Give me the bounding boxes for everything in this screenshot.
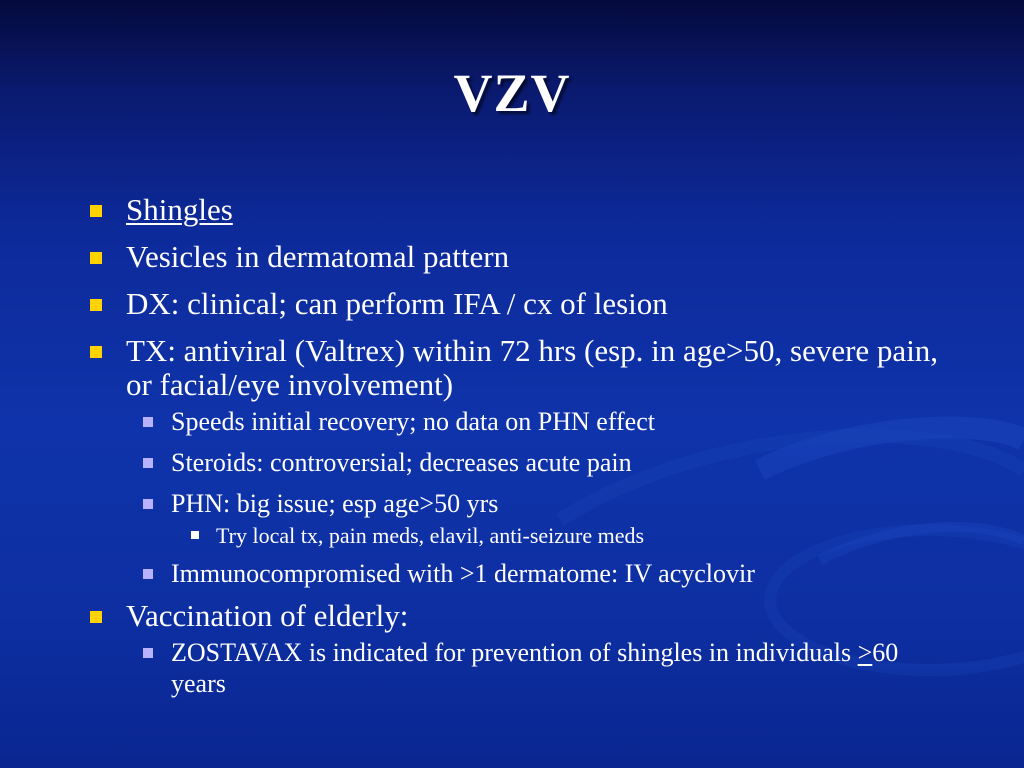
yellow-square-bullet-icon	[90, 611, 102, 623]
lavender-square-bullet-icon	[143, 648, 153, 658]
bullet-text: TX: antiviral (Valtrex) within 72 hrs (esp. in age>50, severe pain, or facial/eye involvement)	[126, 333, 939, 402]
zostavax-text-after: 60 years	[171, 638, 899, 698]
bullet-tx	[0, 334, 1024, 402]
yellow-square-bullet-icon	[90, 252, 102, 264]
sub-bullet-text: Speeds initial recovery; no data on PHN effect	[171, 407, 655, 436]
yellow-square-bullet-icon	[90, 346, 102, 358]
bullet-text: DX: clinical; can perform IFA / cx of lesion	[126, 286, 668, 321]
zostavax-greater-symbol: >	[857, 638, 873, 667]
lavender-square-bullet-icon	[143, 569, 153, 579]
lavender-square-bullet-icon	[143, 458, 153, 468]
slide-body	[0, 193, 1024, 709]
sub-bullet-zostavax	[0, 637, 1024, 699]
bullet-shingles	[0, 193, 1024, 227]
bullet-text[interactable]: Shingles	[126, 192, 233, 227]
sub-bullet-immunocompromised	[0, 558, 1024, 589]
yellow-square-bullet-icon	[90, 299, 102, 311]
bullet-text: Vaccination of elderly:	[126, 598, 409, 633]
sub-bullet-text: Immunocompromised with >1 dermatome: IV acyclovir	[171, 559, 755, 588]
sub-bullet-text: Steroids: controversial; decreases acute pain	[171, 448, 632, 477]
yellow-square-bullet-icon	[90, 205, 102, 217]
slide-title: VZV	[453, 63, 571, 123]
lavender-square-bullet-icon	[143, 499, 153, 509]
lavender-square-bullet-icon	[143, 417, 153, 427]
sub-bullet-text: PHN: big issue; esp age>50 yrs	[171, 489, 499, 518]
sub-bullet-phn	[0, 488, 1024, 519]
sub-bullet-steroids	[0, 447, 1024, 478]
sub-bullet-text	[171, 637, 934, 699]
bullet-text: Vesicles in dermatomal pattern	[126, 239, 510, 274]
sub-bullet-speeds-recovery	[0, 406, 1024, 437]
bullet-vaccination	[0, 599, 1024, 633]
zostavax-text-before: ZOSTAVAX is indicated for prevention of shingles in individuals	[171, 638, 858, 667]
bullet-vesicles	[0, 240, 1024, 274]
sub-sub-bullet-text: Try local tx, pain meds, elavil, anti-seizure meds	[216, 523, 645, 548]
sub-sub-bullet-local-tx	[0, 523, 1024, 549]
bullet-dx	[0, 287, 1024, 321]
white-square-bullet-icon	[191, 531, 199, 539]
